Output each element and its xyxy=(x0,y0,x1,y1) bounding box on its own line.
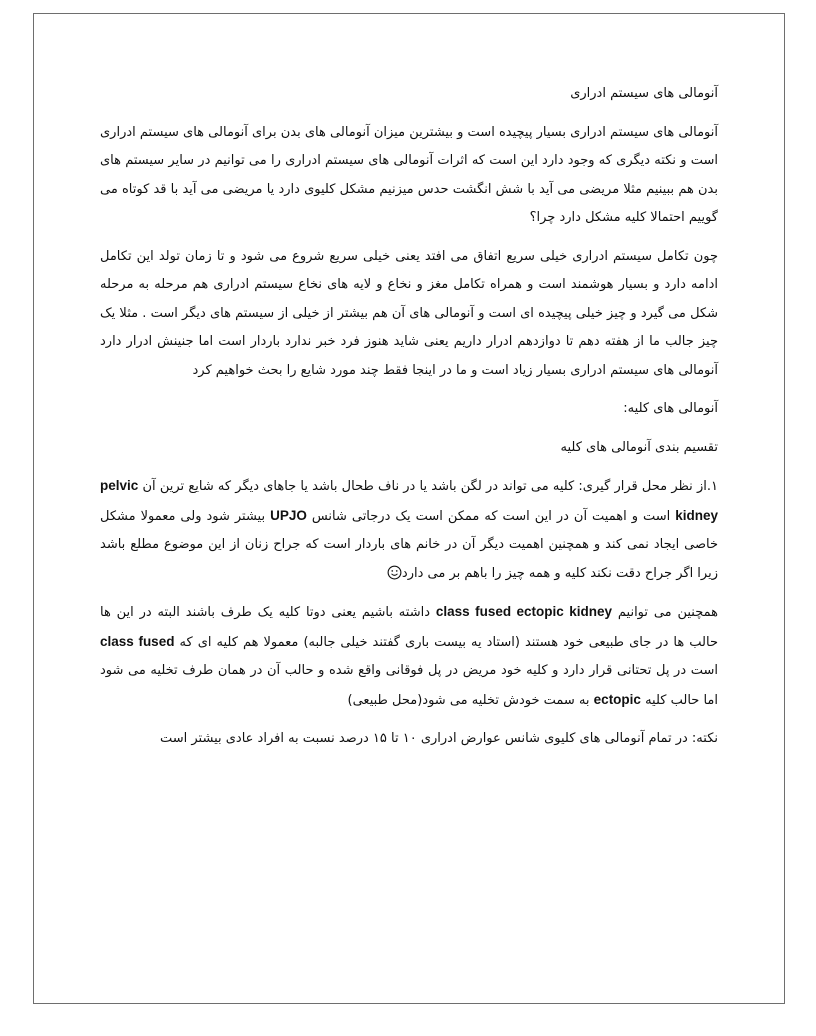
document-page xyxy=(33,13,785,1004)
term-class-fused: class fused xyxy=(100,633,175,649)
term-upjo: UPJO xyxy=(270,507,307,523)
location-paragraph xyxy=(100,472,718,588)
fused-text-3: است در پل تحتانی قرار دارد و کلیه خود مریض در پل فوقانی واقع شده و حالب آن در همان طرف تخلیه می شود اما حالب کلیه xyxy=(100,663,718,708)
fused-paragraph xyxy=(100,598,718,715)
term-ectopic: ectopic xyxy=(593,691,641,707)
fused-text-2: داشته باشیم یعنی دوتا کلیه یک طرف باشند البته در این ها حالب ها در جای طبیعی خود هستند (استاد یه بیست باری گفتند خیلی جالبه) معمولا هم کلیه ای که xyxy=(100,605,718,650)
fused-text-1: همچنین می توانیم xyxy=(617,605,718,620)
location-text-2: است و اهمیت آن در این است که ممکن است یک درجاتی شانس xyxy=(311,508,671,524)
kidney-anomalies-heading: آنومالی های کلیه: xyxy=(623,401,718,416)
intro-paragraph: آنومالی های سیستم ادراری بسیار پیچیده است و بیشترین میزان آنومالی های بدن برای آنومالی های سیستم ادراری است و نکته دیگری که وجود دارد این است که اثرات آنومالی های سیستم ادراری را می توانیم در سایر سیستم های بدن هم ببینیم مثلا مریضی می آید با شش انگشت حدس میزنیم مشکل کلیوی دارد یا مریضی می آید با قد کوتاه می گوییم احتمالا کلیه مشکل دارد چرا؟ xyxy=(100,124,718,225)
smiley-icon xyxy=(387,565,402,580)
location-text-3: بیشتر شود ولی معمولا مشکل خاصی ایجاد نمی کند و همچنین اهمیت دیگر آن در خانم های باردار است که جراح زنان از این موضوع مطلع باشد زیرا اگر جراح دقت نکند کلیه و همه چیز را باهم بر می دارد xyxy=(100,508,718,581)
location-text-1: ۱.از نظر محل قرار گیری: کلیه می تواند در لگن باشد یا در ناف طحال باشد یا جاهای دیگر که شایع ترین آن xyxy=(142,479,718,494)
term-pelvic-kidney: pelvic kidney xyxy=(100,478,718,523)
development-paragraph: چون تکامل سیستم ادراری خیلی سریع اتفاق می افتد یعنی خیلی سریع شروع می شود و تا زمان تولد این تکامل ادامه دارد و بسیار هوشمند است و همراه تکامل مغز و نخاع و لایه های نخاع سیستم ادراری هم مرحله به مرحله شکل می گیرد و چیز خیلی پیچیده ای است و آنومالی های آن هم بیشتر از خیلی از سیستم های دیگر است . مثلا یک چیز جالب ما از هفته دهم تا دوازدهم ادرار داریم یعنی شاید هنوز فرد خبر ندارد باردار است اما جنینش ادرار دارد آنومالی های سیستم ادراری بسیار زیاد است و ما در اینجا فقط چند مورد شایع را بحث خواهیم کرد xyxy=(100,248,718,378)
classification-heading: تقسیم بندی آنومالی های کلیه xyxy=(560,439,718,455)
document-body xyxy=(100,80,718,764)
page-title: آنومالی های سیستم ادراری xyxy=(570,86,718,101)
term-class-fused-ectopic-kidney: class fused ectopic kidney xyxy=(435,604,613,619)
note-paragraph: نکته: در تمام آنومالی های کلیوی شانس عوارض ادراری ۱۰ تا ۱۵ درصد نسبت به افراد عادی بیشتر است xyxy=(159,731,718,746)
fused-text-4: به سمت خودش تخلیه می شود(محل طبیعی) xyxy=(347,692,590,708)
